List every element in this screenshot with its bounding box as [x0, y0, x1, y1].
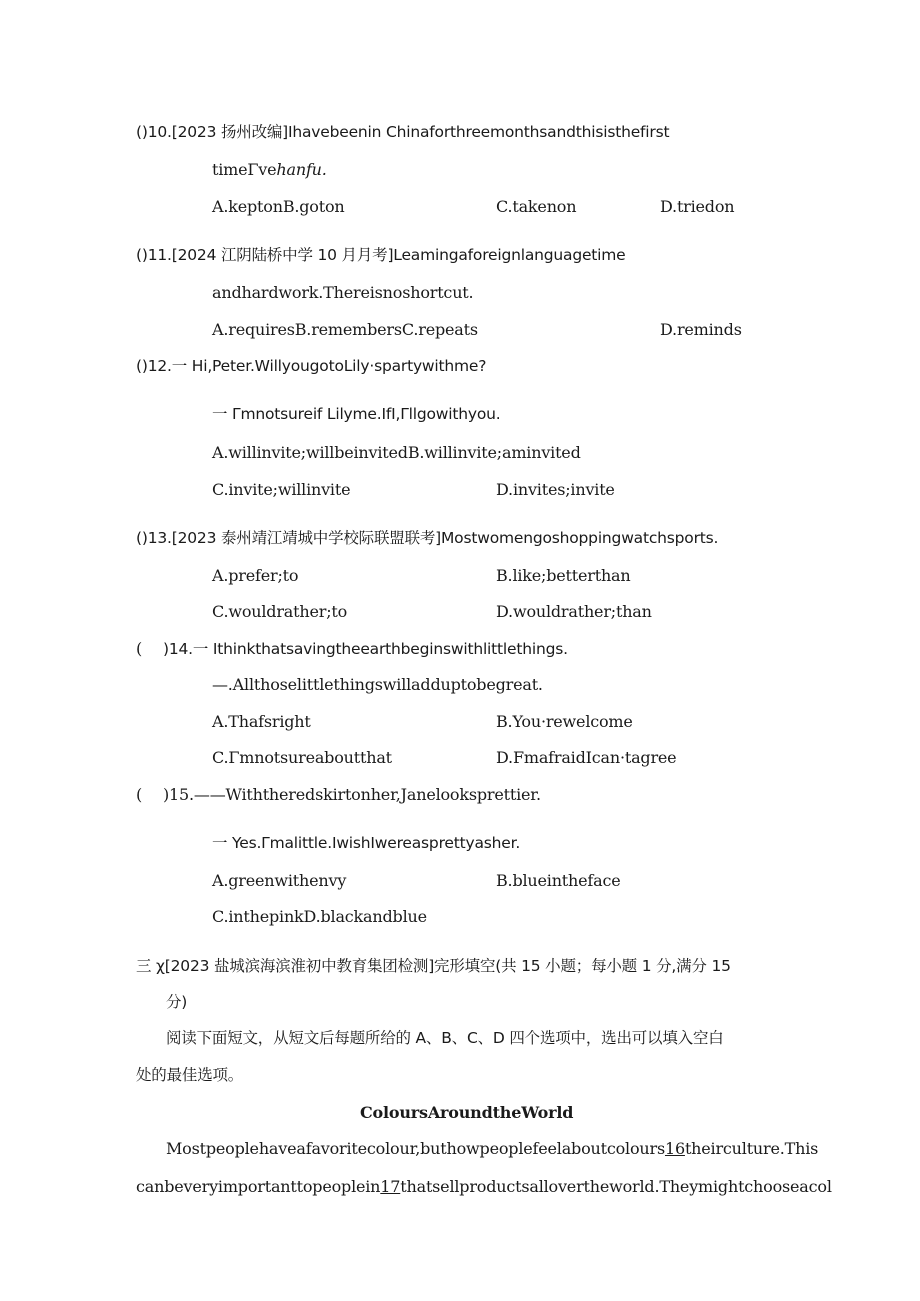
q12-stem: ()12.一 Hi,Peter.WillyougotoLily·spartywithme?: [136, 357, 487, 375]
passage-title: ColoursAroundtheWorld: [360, 1103, 574, 1122]
q10-option-c[interactable]: C.takenon: [496, 197, 577, 216]
q10-stem-cont: [212, 159, 327, 181]
q10-option-ab[interactable]: A.keptonB.goton: [212, 197, 345, 216]
passage-line-2-start: canbeveryimportanttopeoplein: [136, 1177, 381, 1196]
q14-option-d[interactable]: D.FmafraidIcan·tagree: [496, 748, 677, 767]
q13-option-c[interactable]: C.wouldrather;to: [212, 602, 348, 621]
q13-stem: ()13.[2023 泰州靖江靖城中学校际联盟联考]Mostwomengoshoppingwatchsports.: [136, 529, 719, 547]
section3-heading: 三 χ[2023 盐城滨海滨淮初中教育集团检测]完形填空(共 15 小题；每小题 1 分,满分 15: [136, 957, 731, 975]
q14-paren[interactable]: (: [136, 639, 143, 658]
q12-option-d[interactable]: D.invites;invite: [496, 480, 615, 499]
section3-instruction: 阅读下面短文，从短文后每题所给的 A、B、C、D 四个选项中，选出可以填入空白: [166, 1029, 724, 1047]
q14-option-c[interactable]: C.Γmnotsureaboutthat: [212, 748, 392, 767]
blank-17[interactable]: 17: [380, 1177, 401, 1196]
q13-option-d[interactable]: D.wouldrather;than: [496, 602, 652, 621]
passage-line-1: [166, 1138, 818, 1160]
section3-heading-cont: 分): [166, 993, 188, 1011]
q11-option-d[interactable]: D.reminds: [660, 320, 742, 339]
q15-reply: 一 Yes.Γmalittle.IwishIwereasprettyasher.: [212, 834, 521, 852]
q12-reply: 一 Γmnotsureif Lilyme.IfI,Γllgowithyou.: [212, 405, 501, 423]
passage-line-2: [136, 1176, 832, 1198]
q15-option-a[interactable]: A.greenwithenvy: [212, 871, 347, 890]
passage-line-2-end: thatsellproductsallovertheworld.Theymightchooseacol: [400, 1177, 832, 1196]
q13-option-a[interactable]: A.prefer;to: [212, 566, 299, 585]
q10-option-d[interactable]: D.triedon: [660, 197, 735, 216]
q15-option-b[interactable]: B.blueintheface: [496, 871, 621, 890]
blank-16[interactable]: 16: [664, 1139, 685, 1158]
passage-line-1-end: theirculture.This: [684, 1139, 819, 1158]
q11-stem: ()11.[2024 江阴陆桥中学 10 月月考]Leamingaforeignlanguagetime: [136, 246, 626, 264]
q12-option-ab[interactable]: A.willinvite;willbeinvitedB.willinvite;aminvited: [212, 443, 581, 462]
q11-option-abc[interactable]: A.requiresB.remembersC.repeats: [212, 320, 478, 339]
q14-stem: )14.一 Ithinkthatsavingtheearthbeginswithlittlethings.: [163, 640, 568, 658]
section3-instruction-cont: 处的最佳选项。: [136, 1066, 244, 1084]
q14-option-b[interactable]: B.You·rewelcome: [496, 712, 633, 731]
q15-paren[interactable]: (: [136, 785, 143, 804]
q10-stem: ()10.[2023 扬州改编]Ihavebeenin Chinaforthreemonthsandthisisthefirst: [136, 123, 670, 141]
q14-option-a[interactable]: A.Thafsright: [212, 712, 311, 731]
q10-italic-word: hanfu.: [276, 160, 327, 179]
q15-stem: )15.——Withtheredskirtonher,Janelooksprettier.: [163, 785, 541, 804]
q10-stem-cont-text: timeΓve: [212, 160, 277, 179]
q14-reply: —.Allthoselittlethingswilladduptobegreat.: [212, 675, 543, 694]
q11-stem-cont: andhardwork.Thereisnoshortcut.: [212, 283, 474, 302]
passage-line-1-start: Mostpeoplehaveafavoritecolour,buthowpeoplefeelaboutcolours: [166, 1139, 665, 1158]
q12-option-c[interactable]: C.invite;willinvite: [212, 480, 351, 499]
q13-option-b[interactable]: B.like;betterthan: [496, 566, 631, 585]
q15-option-cd[interactable]: C.inthepinkD.blackandblue: [212, 907, 427, 926]
